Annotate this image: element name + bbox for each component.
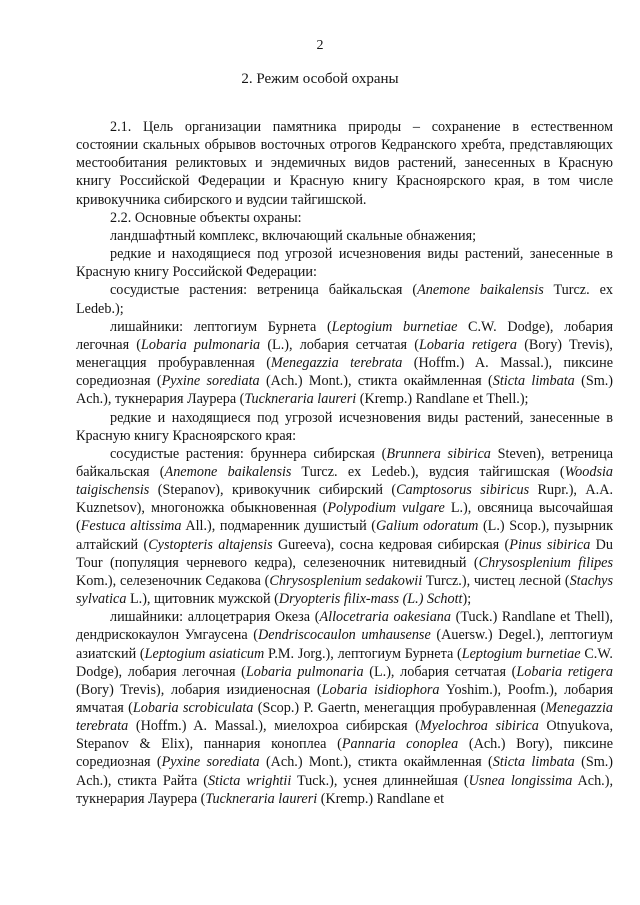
body-text [76,118,613,808]
latin-name: Allocetraria oakesiana [319,609,451,626]
latin-name: Dendriscocaulon umhausense [258,627,431,644]
paragraph-rf-vascular: сосудистые растения: ветреница байкальская (Anemone baikalensis Turcz. ex Ledeb.); [76,282,614,317]
latin-name: Usnea longissima [468,772,573,789]
latin-name: Pannaria conoplea [341,736,459,753]
latin-name: Lobaria retigera [418,336,518,353]
latin-name: Camptosorus sibiricus [396,482,530,499]
latin-name: Myelochroa sibirica [419,718,539,735]
latin-name: Anemone baikalensis [417,282,544,299]
latin-name: Galium odoratum [376,518,479,535]
latin-name: Festuca altissima [80,518,182,535]
section-title: 2. Режим особой охраны [241,71,399,87]
latin-name: Polypodium vulgare [327,500,445,517]
paragraph-rf-redbook-intro: редкие и находящиеся под угрозой исчезновения виды растений, занесенные в Красную книгу Российской Федерации: [76,246,613,281]
latin-name: Menegazzia terebrata [76,700,613,735]
latin-name: Pinus sibirica [509,536,591,553]
paragraph-krai-vascular: сосудистые растения: бруннера сибирская (Brunnera sibirica Steven), ветреница байкальская (Anemone baikalensis Turcz. ex Ledeb.), вудсия тайгишская (Woodsia taigischensis (Stepanov), кривокучник сибирский (Camptosorus sibiricus Rupr.), A.A. Kuznetsov), многоножка обыкновенная (Polypodium vulgare L.), овсяница высочайшая (Festuca altissima All.), подмаренник душистый (Galium odoratum (L.) Scop.), пузырник алтайский (Cystopteris altajensis Gureeva), сосна кедровая сибирская (Pinus sibirica Du Tour (популяция черневого кедра), селезеночник нитевидный (Chrysosplenium filipes Kom.), селезеночник Седакова (Chrysosplenium sedakowii Turcz.), чистец лесной (Stachys sylvatica L.), щитовник мужской (Dryopteris filix-mass (L.) Schott); [76,445,614,608]
latin-name: Leptogium asiaticum [144,645,265,662]
latin-name: Sticta limbata [492,754,575,771]
latin-name: Lobaria isidiophora [321,681,440,698]
paragraph-landscape: ландшафтный комплекс, включающий скальные обнажения; [110,227,477,244]
latin-name: Lobaria scrobiculata [132,700,254,716]
latin-name: Menegazzia terebrata [270,355,403,372]
latin-name: Chrysosplenium sedakowii [269,572,423,589]
latin-name: Leptogium burnetiae [461,645,581,662]
latin-name: Tuckneraria laureri [244,391,357,408]
latin-name: Lobaria pulmonaria [245,663,364,680]
page-number: 2 [316,38,324,53]
latin-name: Sticta wrightii [208,772,292,789]
latin-name: Brunnera sibirica [386,445,491,462]
latin-name: Chrysosplenium filipes [478,554,613,571]
latin-name: Pyxine sorediata [161,373,260,390]
latin-name: Cystopteris altajensis [148,536,273,553]
paragraph-krai-redbook-intro: редкие и находящиеся под угрозой исчезновения виды растений, занесенные в Красную книгу Красноярского края: [76,409,613,444]
latin-name: Anemone baikalensis [164,463,292,480]
latin-name: Tuckneraria laureri [205,790,318,807]
latin-name: Woodsia taigischensis [76,463,614,499]
latin-name: Lobaria retigera [516,663,613,680]
paragraph-2-1: 2.1. Цель организации памятника природы – сохранение в естественном состоянии скальных обрывов восточных отрогов Кедранского хребта, представляющих местообитания реликтовых и эндемичных видов растений, занесенных в Красную книгу Российской Федерации и Красную книгу Красноярского края, в том числе кривокучника сибирского и вудсии тайгишской. [76,119,613,208]
latin-name: Lobaria pulmonaria [141,336,261,353]
paragraph-rf-lichens: лишайники: лептогиум Бурнета (Leptogium burnetiae C.W. Dodge), лобария легочная (Lobaria pulmonaria (L.), лобария сетчатая (Lobaria retigera (Bory) Trevis), менегацция пробуравленная (Menegazzia terebrata (Hoffm.) A. Massal.), пиксине соредиозная (Pyxine sorediata (Ach.) Mont.), стикта окаймленная (Sticta limbata (Sm.) Ach.), тукнерария Лаурера (Tuckneraria laureri (Kremp.) Randlane et Thell.); [76,318,614,408]
paragraph-2-2: 2.2. Основные объекты охраны: [110,209,302,226]
latin-name: Pyxine sorediata [161,754,260,771]
latin-name: Dryopteris filix-mass (L.) Schott [278,591,463,608]
latin-name: Stachys sylvatica [76,572,613,608]
latin-name: Sticta limbata [492,373,575,390]
latin-name: Leptogium burnetiae [331,318,458,335]
paragraph-krai-lichens: лишайники: аллоцетрария Океза (Allocetraria oakesiana (Tuck.) Randlane et Thell), дендрискокаулон Умгаусена (Dendriscocaulon umhausense (Auersw.) Degel.), лептогиум азиатский (Leptogium asiaticum P.M. Jorg.), лептогиум Бурнета (Leptogium burnetiae C.W. Dodge), лобария легочная (Lobaria pulmonaria (L.), лобария сетчатая (Lobaria retigera (Bory) Trevis), лобария изидиеносная (Lobaria isidiophora Yoshim.), Poofm.), лобария ямчатая (Lobaria scrobiculata (Scop.) P. Gaertn, менегацция пробуравленная (Menegazzia terebrata (Hoffm.) A. Massal.), миелохроа сибирская (Myelochroa sibirica Otnyukova, Stepanov & Elix), паннария коноплеа (Pannaria conoplea (Ach.) Bory), пиксине соредиозная (Pyxine sorediata (Ach.) Mont.), стикта окаймленная (Sticta limbata (Sm.) Ach.), стикта Райта (Sticta wrightii Tuck.), уснея длиннейшая (Usnea longissima Ach.), тукнерария Лаурера (Tuckneraria laureri (Kremp.) Randlane et [76,609,614,807]
